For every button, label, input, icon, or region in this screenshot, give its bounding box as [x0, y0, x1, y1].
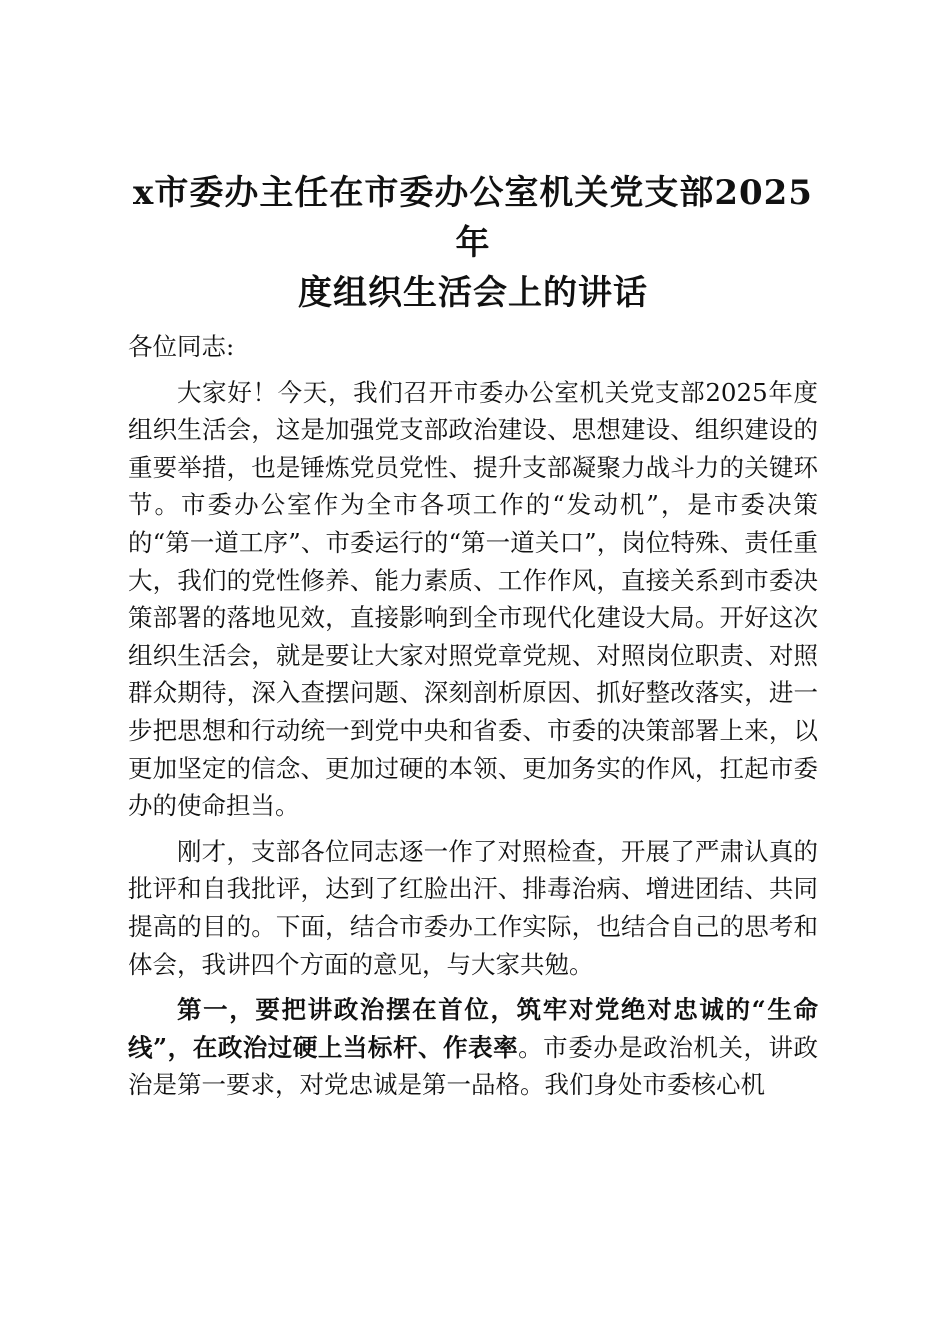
document-title	[128, 168, 818, 318]
paragraph-opening: 大家好！今天，我们召开市委办公室机关党支部2025年度组织生活会，这是加强党支部政治建设、思想建设、组织建设的重要举措，也是锤炼党员党性、提升支部凝聚力战斗力的关键环节。市委办公室作为全市各项工作的“发动机”，是市委决策的“第一道工序”、市委运行的“第一道关口”，岗位特殊、责任重大，我们的党性修养、能力素质、工作作风，直接关系到市委决策部署的落地见效，直接影响到全市现代化建设大局。开好这次组织生活会，就是要让大家对照党章党规、对照岗位职责、对照群众期待，深入查摆问题、深刻剖析原因、抓好整改落实，进一步把思想和行动统一到党中央和省委、市委的决策部署上来，以更加坚定的信念、更加过硬的本领、更加务实的作风，扛起市委办的使命担当。	[128, 377, 818, 821]
title-line-1: x市委办主任在市委办公室机关党支部2025年	[133, 173, 813, 263]
point-one-heading: 第一，要把讲政治摆在首位，筑牢对党绝对忠诚的“生命线”，在政治过硬上当标杆、作表率	[128, 995, 818, 1062]
salutation: 各位同志:	[128, 332, 235, 361]
point-one-body: 。市委办是政治机关，讲政治是第一要求，对党忠诚是第一品格。我们身处市委核心机	[128, 1032, 819, 1100]
paragraph-point-one	[128, 991, 818, 1104]
title-line-2: 度组织生活会上的讲话	[298, 273, 648, 313]
paragraph-review: 刚才，支部各位同志逐一作了对照检查，开展了严肃认真的批评和自我批评，达到了红脸出汗、排毒治病、增进团结、共同提高的目的。下面，结合市委办工作实际，也结合自己的思考和体会，我讲四个方面的意见，与大家共勉。	[128, 836, 818, 979]
document-page	[128, 168, 818, 1112]
